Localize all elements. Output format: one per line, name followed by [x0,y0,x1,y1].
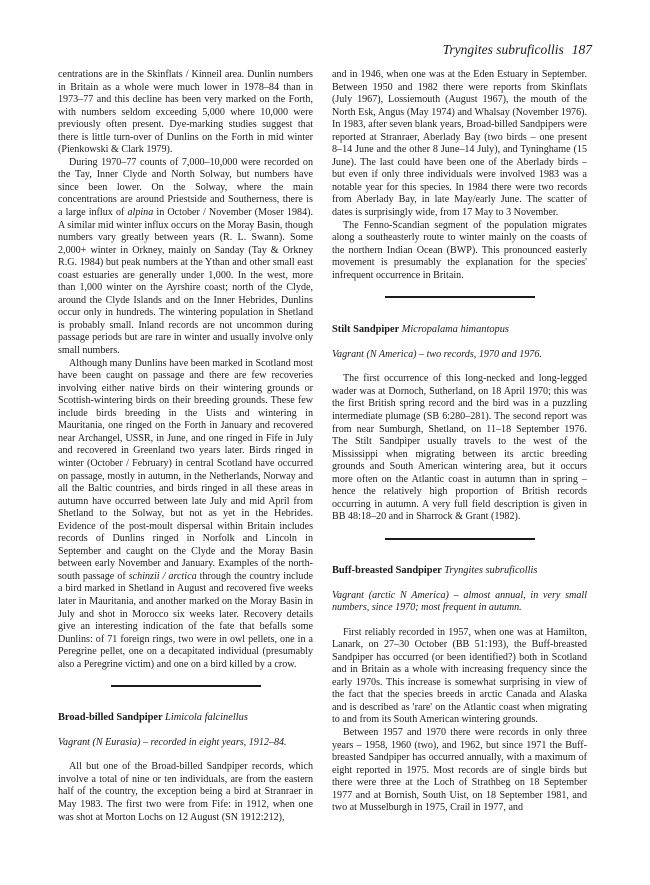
paragraph: Although many Dunlins have been marked in Scotland most have been caught on passage and there are few recoveries involving either native birds on their wintering grounds or Scottish-wintering birds on their breeding grounds. These few include birds breeding in the Uists and wintering in Mauritania, one ringed on the Forth in January and recovered near Archangel, USSR, in June, and one ringed in Fife in July and recovered in Greenland two years later. Birds ringed in winter (October / February) in central Scotland have occurred on passage, mostly in autumn, in the Netherlands, Norway and all the Baltic countries, and birds ringed in all these areas in autumn have occurred between late July and mid April from Shetland to the Solway, but not as yet in the Hebrides. Evidence of the post-moult dispersal within Britain includes records of Dunlins ringed in Norfolk and Lincoln in September and caught on the Clyde and the Moray Basin between early November and January. Examples of the north-south passage of schinzii / arctica through the country include a bird marked in Shetland in August and recovered five weeks later in Mauritania, and another marked on the Moray Basin in July and shot in Morocco six weeks later. Recovery details give an interesting indication of the fate that befalls some Dunlins: of 71 foreign rings, two were in owl pellets, one in a Peregrine pellet, one on a decapitated individual (presumably also a Peregrine victim) and one on a bird killed by a crow. [58,357,313,670]
right-column [332,69,587,815]
status-line: Vagrant (arctic N America) – almost annual, in very small numbers, since 1970; most frequent in autumn. [332,589,587,614]
running-head [443,42,592,58]
status-line: Vagrant (N America) – two records, 1970 and 1976. [332,348,542,360]
latin-name: Tryngites subruficollis [444,564,538,576]
paragraph: All but one of the Broad-billed Sandpiper records, which involve a total of nine or ten individuals, are from the eastern half of the country, the exception being a bird at Stranraer in May 1983. The first two were from Fife: in 1912, when one was shot at Morton Lochs on 12 August (SN 1912:212), [58,761,313,823]
running-head-title: Tryngites subruficollis [442,42,564,57]
paragraph: The Fenno-Scandian segment of the population migrates along a southeasterly route to winter mainly on the coasts of the northern Indian Ocean (BWP). This pronounced easterly movement is presumably the explanation for the species' infrequent occurrence in Britain. [332,219,587,281]
latin-name: Limicola falcinellus [165,712,248,724]
paragraph: First reliably recorded in 1957, when one was at Hamilton, Lanark, on 27–30 October (BB 51:193), the Buff-breasted Sandpiper has occurred (or been identified?) both in Scotland and in Britain as a whole with increasing frequency since the early 1970s. This increase is somewhat surprising in view of the fact that the species breeds in arctic Canada and Alaska and is described as 'rare' on the Atlantic coast when migrating to and from its South American wintering grounds. [332,626,587,726]
paragraph: Between 1957 and 1970 there were records in only three years – 1958, 1960 (two), and 1962, but since 1971 the Buff-breasted Sandpiper has occurred annually, with a maximum of eight reported in 1975. Most records are of single birds but there were three at the Loch of Strathbeg on 18 September 1977 and at Bornish, South Uist, on 18 September 1981, and two at Musselburgh in 1975, Crail in 1977, and [332,726,587,814]
species-heading: Broad-billed Sandpiper Limicola falcinellus [58,712,248,724]
status-line: Vagrant (N Eurasia) – recorded in eight years, 1912–84. [58,736,287,748]
species-heading: Buff-breasted Sandpiper Tryngites subruficollis [332,564,538,576]
taxon-italic: alpina [127,207,154,219]
page-number: 187 [571,42,592,57]
paragraph: During 1970–77 counts of 7,000–10,000 were recorded on the Tay, Inner Clyde and North Solway, but numbers have since been lower. On the Solway, where the main concentrations are around Priestside and Southerness, there is a large influx of alpina in October / November (Moser 1984). A similar mid winter influx occurs on the Moray Basin, though numbers vary greatly between years (R. L. Swann). Some 2,000+ winter in Orkney, mainly on Sanday (Tay & Orkney R.G. 1984) but peak numbers at the Ythan and other small east coast estuaries are generally under 1,000. In the west, more than 1,000 winter on the Ayrshire coast; north of the Clyde, around the Clyde Islands and on the Inner Hebrides, Dunlins occur only in hundreds. The wintering population in Shetland is probably small. Inland records are not uncommon during passage periods but are rare in winter and usually involve only small numbers. [58,156,313,357]
paragraph: centrations are in the Skinflats / Kinneil area. Dunlin numbers in Britain as a whole were much lower in 1978–84 than in 1973–77 and this decline has been very marked on the Forth, with numbers seldom exceeding 5,000 where 10,000 were previously often present. Dye-marking studies suggest that there is little turn-over of Dunlins on the Forth in mid winter (Pienkowski & Clark 1979). [58,69,313,156]
latin-name: Micropalama himantopus [401,324,509,336]
paragraph: and in 1946, when one was at the Eden Estuary in September. Between 1950 and 1982 there were reports from Skinflats (July 1967), Lossiemouth (August 1967), the mouth of the North Esk, Angus (May 1974) and Whalsay (November 1976). In 1983, after seven blank years, Broad-billed Sandpipers were reported at Stranraer, Aberlady Bay (two birds – one present 8–14 June and the other 8 June–14 July), and Tyninghame (15 June). The last could have been one of the Aberlady birds – but even if only three individuals were involved 1983 was a notable year for this species. In 1984 there were two records from Aberlady Bay, in late May/early June. The scatter of dates is surprisingly wide, from 17 May to 3 November. [332,69,587,219]
left-column [58,69,313,824]
paragraph: The first occurrence of this long-necked and long-legged wader was at Dornoch, Sutherland, on 18 April 1970; this was the first British spring record and the bird was in a puzzling intermediate plumage (SB 6:280–281). The second report was from near Sumburgh, Shetland, on 11–18 September 1976. The Stilt Sandpiper usually travels to the west of the Mississippi when migrating between its arctic breeding grounds and South American wintering area, but it occurs more often on the Atlantic coast in autumn than in spring – hence the relatively high proportion of British records occurring in autumn. A very full field description is given in BB 48:18–20 and in Sharrock & Grant (1982). [332,373,587,523]
species-heading: Stilt Sandpiper Micropalama himantopus [332,324,509,336]
taxon-italic: schinzii / arctica [128,570,197,582]
